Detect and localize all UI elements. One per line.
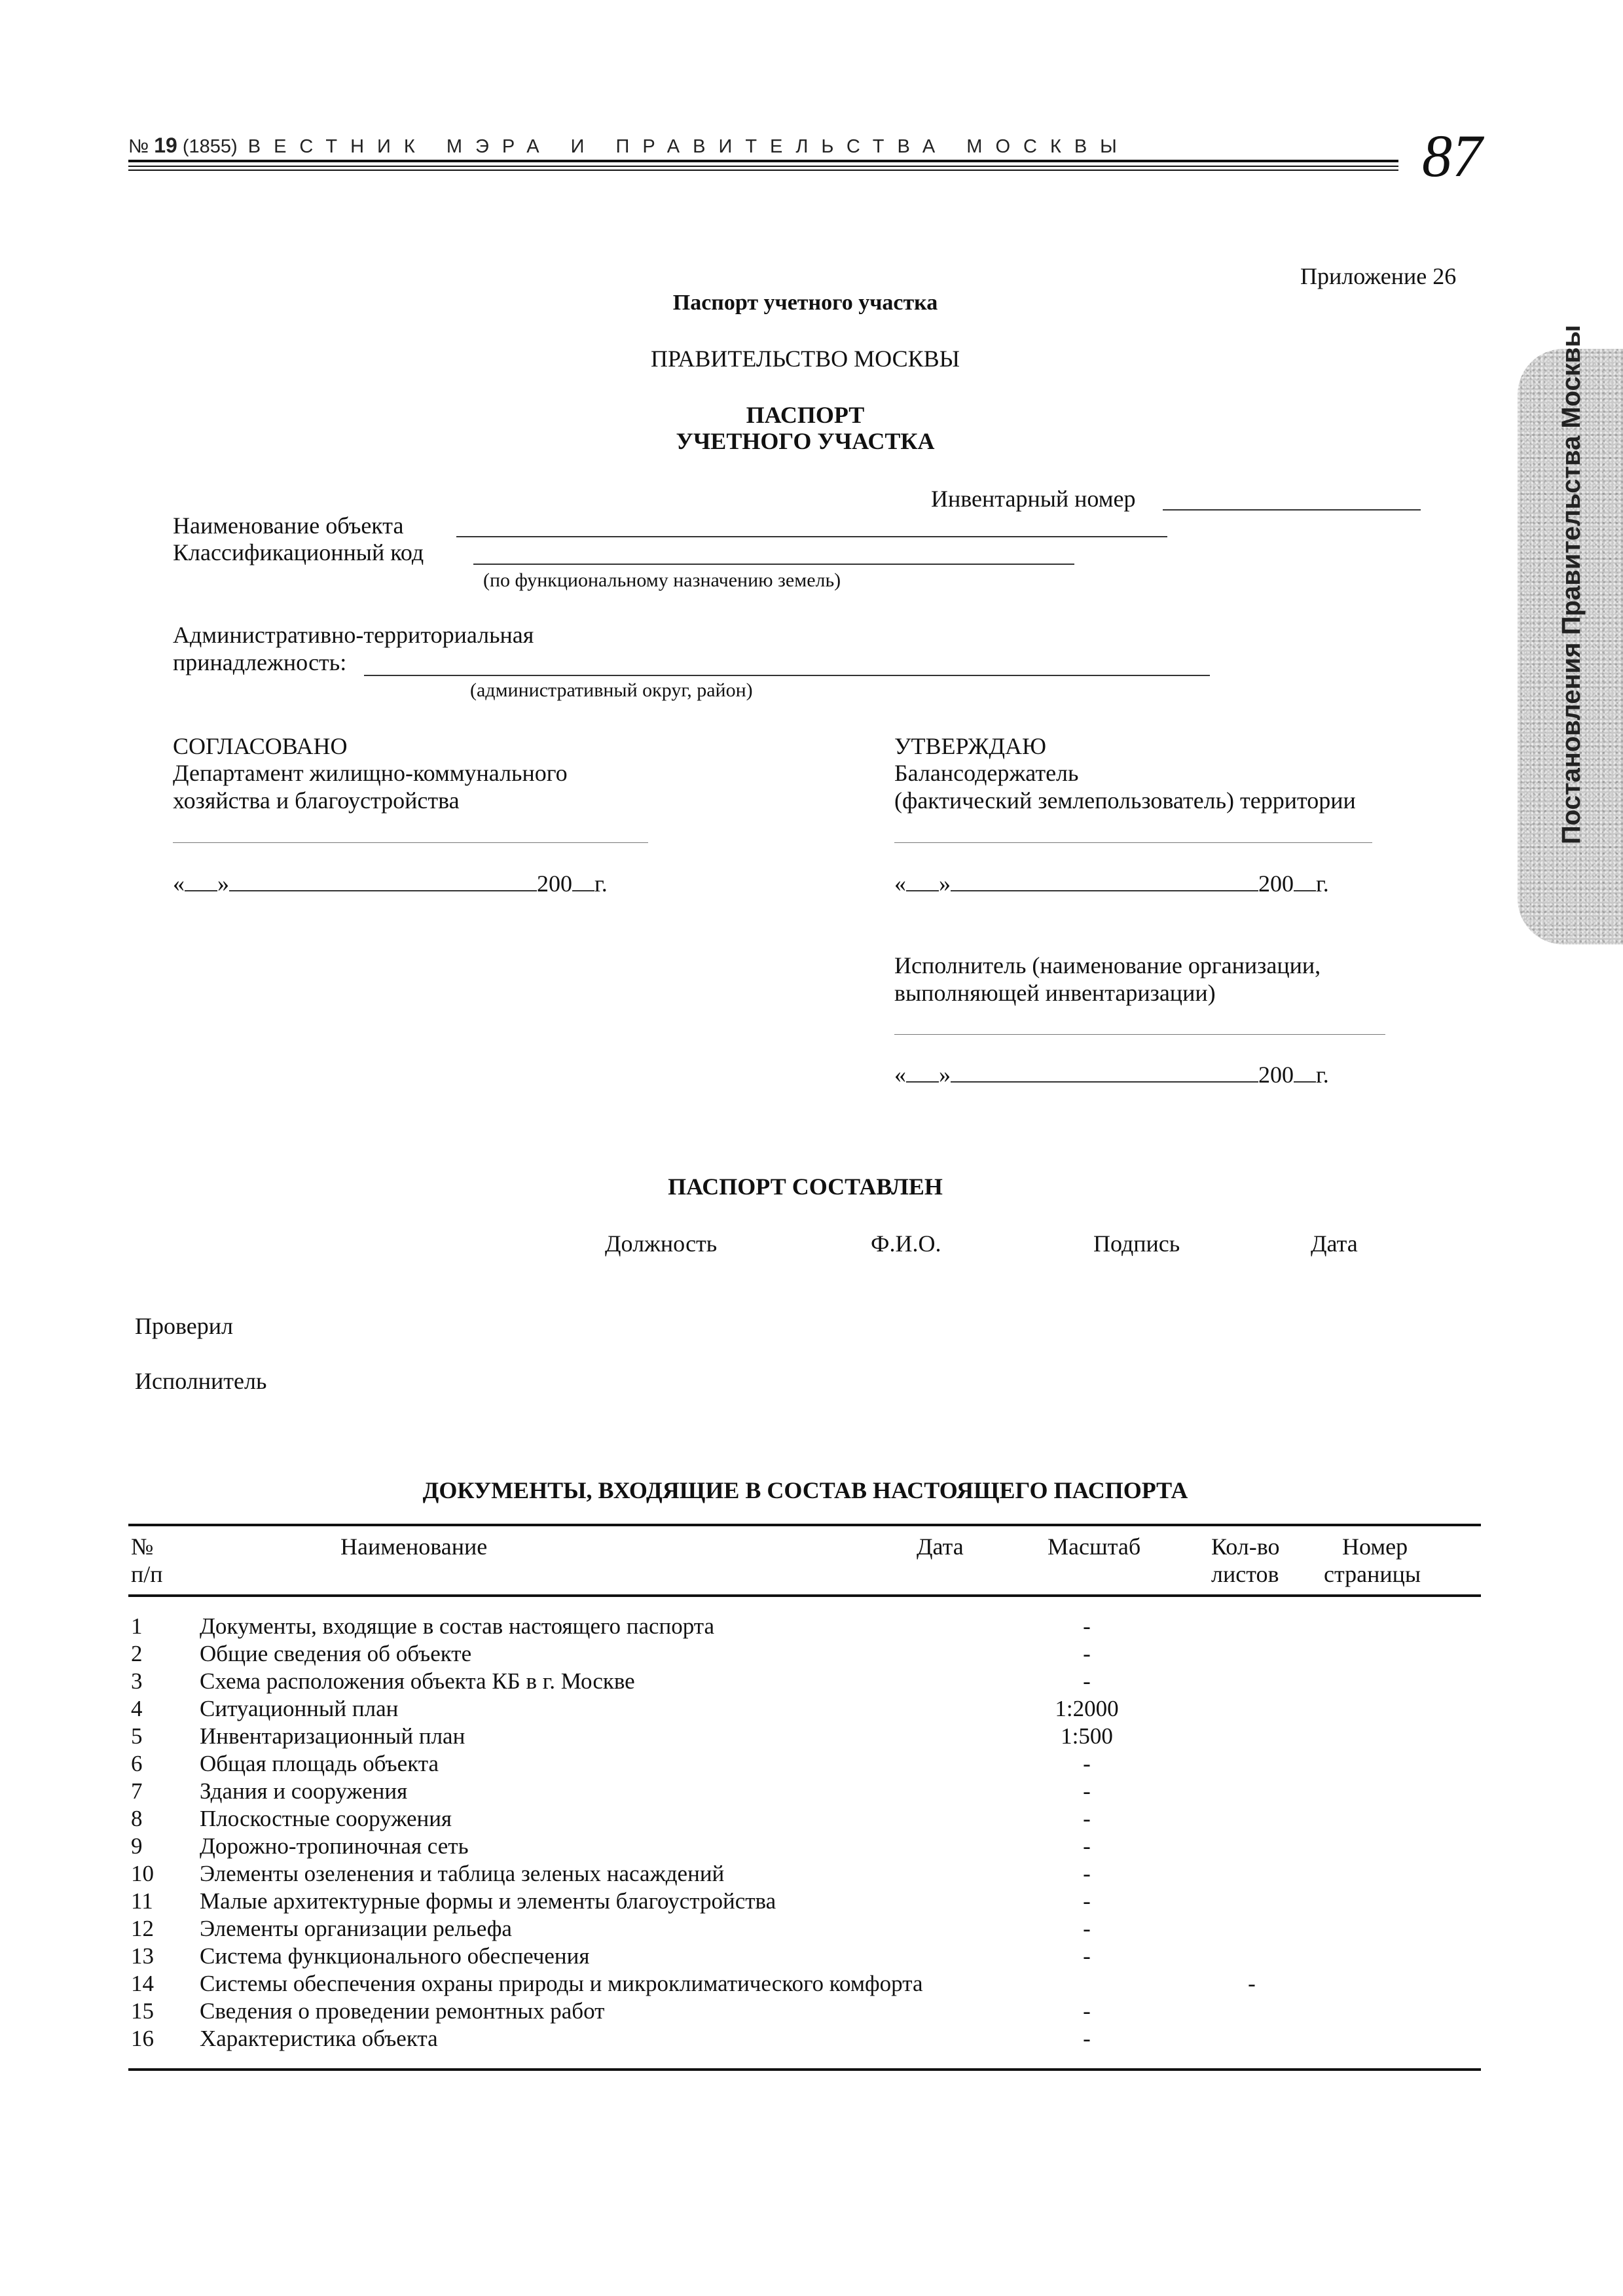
th-sheets-line2: листов xyxy=(1211,1561,1279,1587)
table-row xyxy=(0,1970,1623,1998)
col-signature: Подпись xyxy=(1093,1230,1180,1257)
row-number: 13 xyxy=(131,1943,154,1969)
row-number: 10 xyxy=(131,1861,154,1886)
approved-line1: Балансодержатель xyxy=(894,760,1079,786)
row-name: Плоскостные сооружения xyxy=(200,1806,452,1831)
row-number: 9 xyxy=(131,1833,143,1859)
row-number: 12 xyxy=(131,1916,154,1941)
date-open-quote: « xyxy=(894,870,906,897)
classification-code-label: Классификационный код xyxy=(173,539,424,565)
page-number: 87 xyxy=(1422,122,1482,189)
approved-line2: (фактический землепользователь) территории xyxy=(894,787,1356,814)
passport-title-line2: УЧЕТНОГО УЧАСТКА xyxy=(676,428,935,454)
classification-hint: (по функциональному назначению земель) xyxy=(483,569,841,591)
header-rule xyxy=(128,170,1398,171)
row-scale: - xyxy=(1083,1778,1091,1804)
row-name: Характеристика объекта xyxy=(200,2026,438,2051)
row-number: 11 xyxy=(131,1888,153,1914)
performer-label: Исполнитель xyxy=(135,1368,267,1394)
table-row xyxy=(0,1778,1623,1805)
row-scale: - xyxy=(1083,1916,1091,1941)
date-year: 200 xyxy=(537,870,572,897)
agreed-title: СОГЛАСОВАНО xyxy=(173,733,348,759)
classification-code-line xyxy=(473,564,1074,565)
col-position: Должность xyxy=(605,1230,718,1257)
date-open-quote: « xyxy=(173,870,185,897)
table-row xyxy=(0,1695,1623,1723)
row-number: 7 xyxy=(131,1778,143,1804)
row-scale: - xyxy=(1083,1833,1091,1859)
date-year: 200 xyxy=(1258,1062,1294,1088)
table-row xyxy=(0,1860,1623,1888)
date-year: 200 xyxy=(1258,870,1294,897)
approved-title: УТВЕРЖДАЮ xyxy=(894,733,1047,759)
th-page-line2: страницы xyxy=(1324,1561,1421,1587)
agreed-line1: Департамент жилищно-коммунального xyxy=(173,760,568,786)
checked-label: Проверил xyxy=(135,1313,233,1339)
row-scale: 1:500 xyxy=(1061,1723,1113,1749)
compiled-title: ПАСПОРТ СОСТАВЛЕН xyxy=(668,1174,943,1200)
row-number: 16 xyxy=(131,2026,154,2051)
th-page-line1: Номер xyxy=(1342,1534,1408,1560)
th-name: Наименование xyxy=(340,1534,488,1560)
executor-line1: Исполнитель (наименование организации, xyxy=(894,952,1321,978)
row-name: Инвентаризационный план xyxy=(200,1723,465,1749)
row-scale: - xyxy=(1083,1641,1091,1666)
row-name: Схема расположения объекта КБ в г. Москве xyxy=(200,1668,635,1694)
row-sheets: - xyxy=(1248,1971,1256,1996)
th-num-line2: п/п xyxy=(131,1561,163,1587)
date-open-quote: « xyxy=(894,1062,906,1088)
gov-title: ПРАВИТЕЛЬСТВО МОСКВЫ xyxy=(650,346,960,372)
doc-caption: Паспорт учетного участка xyxy=(672,291,938,315)
executor-signature-line xyxy=(894,1034,1385,1035)
object-name-line xyxy=(456,536,1167,537)
header-rule xyxy=(128,166,1398,167)
row-scale: - xyxy=(1083,1861,1091,1886)
row-scale: - xyxy=(1083,1751,1091,1776)
th-scale: Масштаб xyxy=(1048,1534,1141,1560)
table-row xyxy=(0,1668,1623,1695)
journal-header xyxy=(128,134,1130,158)
th-date: Дата xyxy=(917,1534,964,1560)
issue-prefix: № xyxy=(128,136,149,157)
row-name: Система функционального обеспечения xyxy=(200,1943,590,1969)
inventory-number-label: Инвентарный номер xyxy=(931,486,1136,512)
row-scale: - xyxy=(1083,1806,1091,1831)
table-row xyxy=(0,1998,1623,2025)
agreed-line2: хозяйства и благоустройства xyxy=(173,787,460,814)
row-number: 4 xyxy=(131,1696,143,1721)
row-scale: - xyxy=(1083,1888,1091,1914)
passport-title-line1: ПАСПОРТ xyxy=(746,402,865,428)
row-name: Малые архитектурные формы и элементы благоустройства xyxy=(200,1888,776,1914)
date-suffix: г. xyxy=(594,870,608,897)
row-number: 5 xyxy=(131,1723,143,1749)
col-date: Дата xyxy=(1311,1230,1358,1257)
section-tab-label: Постановления Правительства Москвы xyxy=(1557,325,1586,844)
object-name-label: Наименование объекта xyxy=(173,512,404,539)
table-top-rule xyxy=(128,1524,1481,1526)
appendix-label: Приложение 26 xyxy=(1300,263,1457,289)
table-row xyxy=(0,1640,1623,1668)
issue-year: (1855) xyxy=(182,136,238,157)
col-fio: Ф.И.О. xyxy=(871,1230,941,1257)
table-row xyxy=(0,1943,1623,1970)
approved-date xyxy=(894,870,1329,897)
table-row xyxy=(0,1613,1623,1640)
row-name: Элементы озеленения и таблица зеленых насаждений xyxy=(200,1861,725,1886)
row-name: Здания и сооружения xyxy=(200,1778,408,1804)
row-scale: 1:2000 xyxy=(1055,1696,1119,1721)
table-row xyxy=(0,1750,1623,1778)
date-suffix: г. xyxy=(1316,870,1329,897)
journal-title: ВЕСТНИК МЭРА И ПРАВИТЕЛЬСТВА МОСКВЫ xyxy=(247,136,1130,157)
row-name: Дорожно-тропиночная сеть xyxy=(200,1833,469,1859)
th-sheets-line1: Кол-во xyxy=(1211,1534,1280,1560)
table-row xyxy=(0,2025,1623,2053)
executor-line2: выполняющей инвентаризации) xyxy=(894,980,1216,1006)
row-number: 14 xyxy=(131,1971,154,1996)
row-scale: - xyxy=(1083,1943,1091,1969)
date-suffix: г. xyxy=(1316,1062,1329,1088)
header-rule xyxy=(128,160,1398,162)
table-row xyxy=(0,1915,1623,1943)
row-scale: - xyxy=(1083,1998,1091,2024)
row-name: Общие сведения об объекте xyxy=(200,1641,472,1666)
row-name: Элементы организации рельефа xyxy=(200,1916,512,1941)
admin-hint: (административный округ, район) xyxy=(470,679,753,701)
table-row xyxy=(0,1888,1623,1915)
row-number: 1 xyxy=(131,1613,143,1639)
table-row xyxy=(0,1833,1623,1860)
inventory-number-line xyxy=(1163,509,1421,511)
table-bottom-rule xyxy=(128,2068,1481,2071)
table-row xyxy=(0,1723,1623,1750)
row-name: Системы обеспечения охраны природы и микроклиматического комфорта xyxy=(200,1971,923,1996)
agreed-signature-line xyxy=(173,842,648,843)
row-name: Сведения о проведении ремонтных работ xyxy=(200,1998,605,2024)
executor-date xyxy=(894,1062,1329,1088)
admin-label-line1: Административно-территориальная xyxy=(173,622,534,648)
row-number: 15 xyxy=(131,1998,154,2024)
row-name: Документы, входящие в состав настоящего паспорта xyxy=(200,1613,715,1639)
row-scale: - xyxy=(1083,1668,1091,1694)
admin-line xyxy=(364,675,1210,676)
row-number: 6 xyxy=(131,1751,143,1776)
row-scale: - xyxy=(1083,1613,1091,1639)
table-row xyxy=(0,1805,1623,1833)
date-close-quote: » xyxy=(939,1062,951,1088)
table-header-rule xyxy=(128,1594,1481,1597)
issue-number: 19 xyxy=(154,134,177,157)
th-num-line1: № xyxy=(131,1534,154,1560)
row-name: Общая площадь объекта xyxy=(200,1751,439,1776)
row-number: 8 xyxy=(131,1806,143,1831)
documents-title: ДОКУМЕНТЫ, ВХОДЯЩИЕ В СОСТАВ НАСТОЯЩЕГО ПАСПОРТА xyxy=(422,1477,1188,1503)
date-close-quote: » xyxy=(939,870,951,897)
row-number: 3 xyxy=(131,1668,143,1694)
row-scale: - xyxy=(1083,2026,1091,2051)
agreed-date xyxy=(173,870,608,897)
approved-signature-line xyxy=(894,842,1372,843)
admin-label-line2: принадлежность: xyxy=(173,649,347,675)
row-number: 2 xyxy=(131,1641,143,1666)
date-close-quote: » xyxy=(217,870,229,897)
row-name: Ситуационный план xyxy=(200,1696,399,1721)
